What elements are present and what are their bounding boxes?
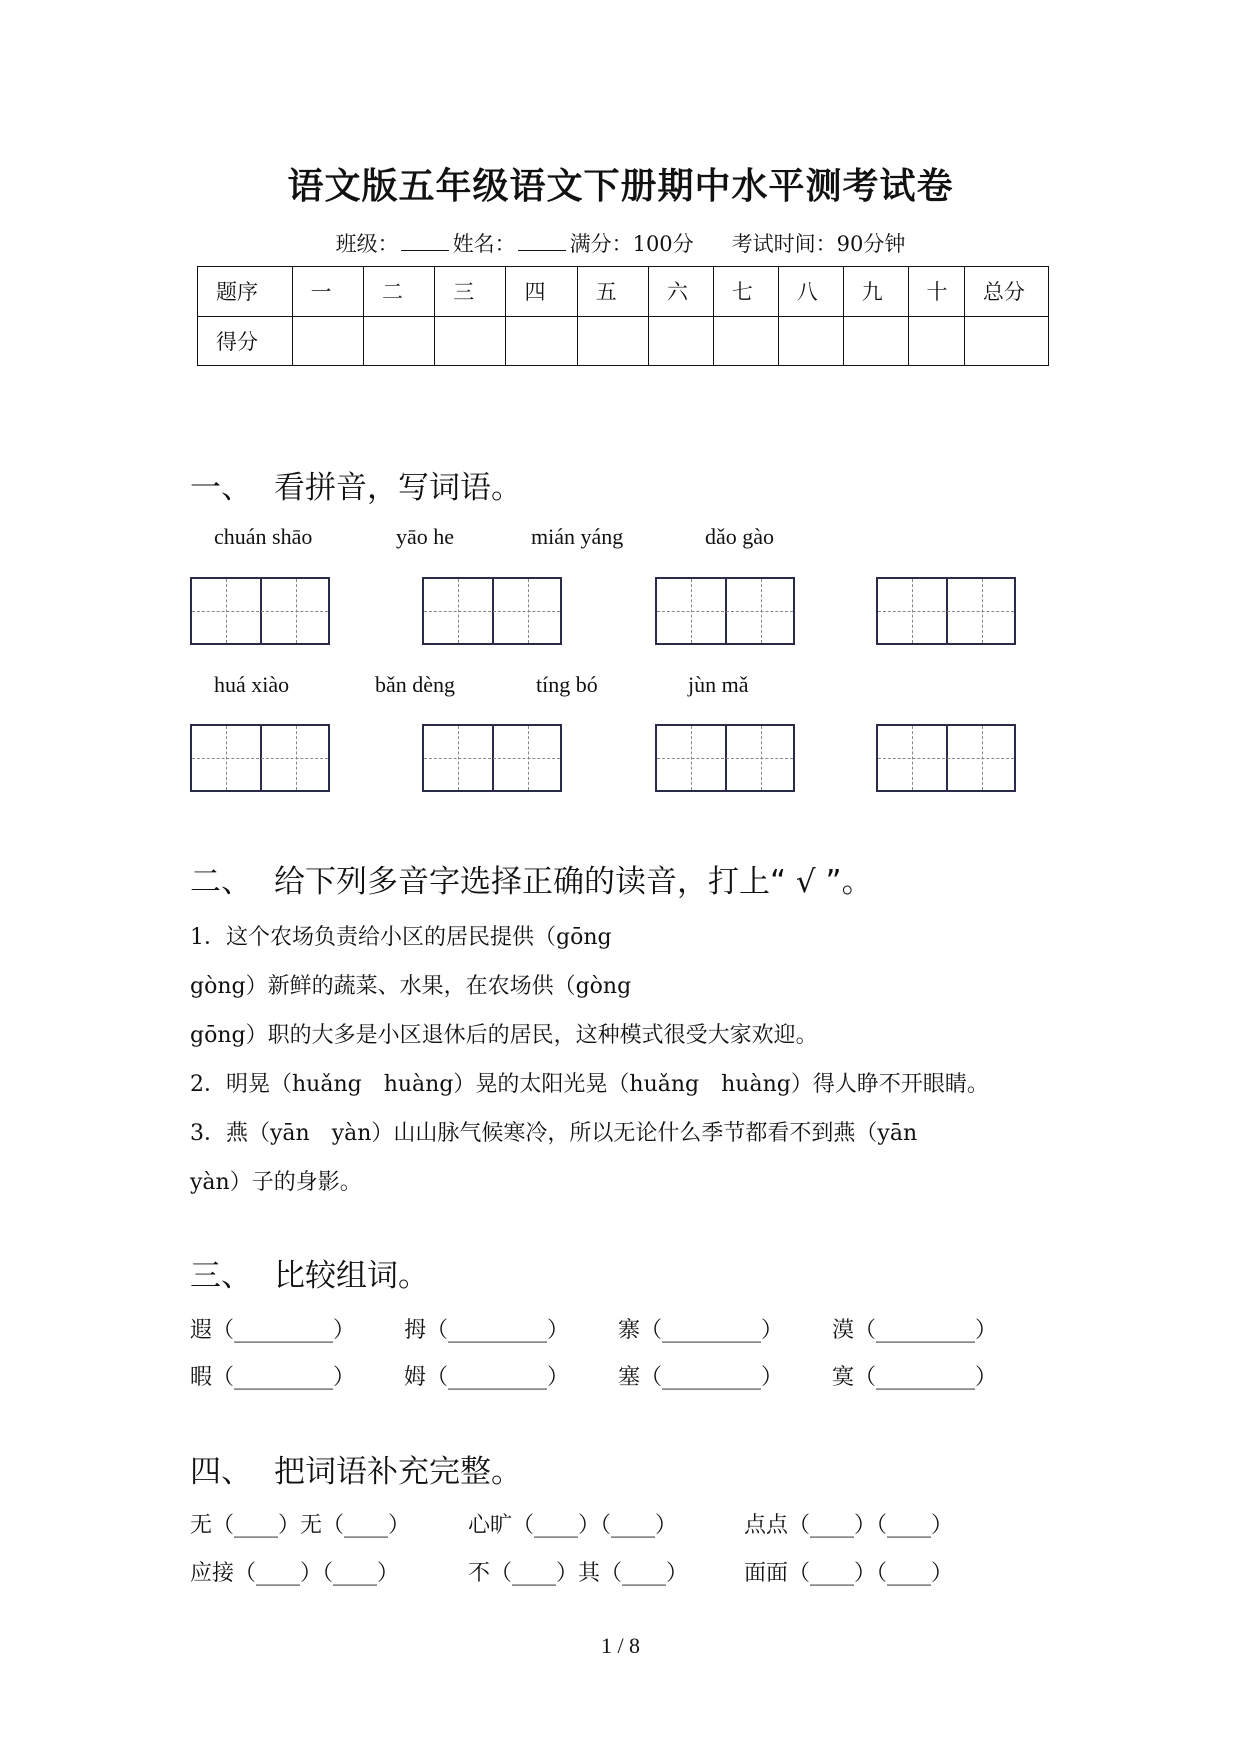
section-3-heading [190,1250,429,1295]
score-cell[interactable] [713,316,778,366]
name-blank[interactable] [518,249,566,251]
pinyin-label: huá xiào [214,672,290,697]
word-item[interactable]: 遐（_________） [190,1318,356,1343]
character-box[interactable] [422,724,562,792]
score-cell[interactable] [435,316,506,366]
word-item[interactable]: 寨（_________） [618,1318,784,1343]
character-box[interactable] [190,577,330,645]
question-line: yàn）子的身影。 [190,1170,362,1195]
score-cell[interactable] [908,316,964,366]
idiom-item[interactable]: 面面（____）（____） [744,1561,954,1586]
page-number: 1 / 8 [600,1633,641,1658]
table-header-cell: 二 [363,267,434,317]
character-box[interactable] [190,724,330,792]
word-item[interactable]: 姆（_________） [404,1365,570,1390]
table-header-cell: 十 [908,267,964,317]
score-table [197,266,1049,366]
pinyin-label: jùn mǎ [688,672,749,697]
score-cell[interactable] [964,316,1048,366]
table-header-cell: 八 [778,267,843,317]
idiom-item[interactable]: 应接（____）（____） [190,1561,400,1586]
score-cell[interactable] [577,316,648,366]
pinyin-label: chuán shāo [214,524,313,549]
word-item[interactable]: 漠（_________） [832,1318,998,1343]
exam-time: 考试时间：90分钟 [731,232,906,256]
pinyin-label: bǎn dèng [375,672,456,697]
section-number: 三、 [190,1258,252,1294]
section-title: 给下列多音字选择正确的读音，打上“ √ ”。 [274,864,873,900]
score-cell[interactable] [506,316,577,366]
pinyin-label: mián yáng [531,524,624,549]
section-title: 把词语补充完整。 [274,1454,522,1490]
character-box[interactable] [655,724,795,792]
section-4-heading [190,1446,522,1491]
score-label-cell: 得分 [198,316,293,366]
character-box[interactable] [876,724,1016,792]
page-title: 语文版五年级语文下册期中水平测考试卷 [287,166,954,207]
word-item[interactable]: 暇（_________） [190,1365,356,1390]
character-box[interactable] [876,577,1016,645]
pinyin-label: yāo he [396,524,455,549]
table-row [198,316,1049,366]
table-row [198,267,1049,317]
class-label: 班级： [335,232,399,256]
section-number: 四、 [190,1454,252,1490]
word-item[interactable]: 拇（_________） [404,1318,570,1343]
table-header-cell: 一 [292,267,363,317]
table-header-cell: 五 [577,267,648,317]
score-cell[interactable] [843,316,908,366]
table-header-cell: 三 [435,267,506,317]
table-header-cell: 六 [649,267,714,317]
word-item[interactable]: 塞（_________） [618,1365,784,1390]
table-header-cell: 九 [843,267,908,317]
section-title: 看拼音，写词语。 [274,470,522,506]
character-box[interactable] [655,577,795,645]
section-number: 二、 [190,864,252,900]
score-cell[interactable] [649,316,714,366]
pinyin-label: dǎo gào [705,524,775,549]
table-header-cell: 题序 [198,267,293,317]
section-number: 一、 [190,470,252,506]
character-box[interactable] [422,577,562,645]
score-cell[interactable] [778,316,843,366]
table-header-cell: 七 [713,267,778,317]
question-line: 3．燕（yān yàn）山山脉气候寒冷，所以无论什么季节都看不到燕（yān [190,1121,918,1146]
name-label: 姓名： [452,232,516,256]
exam-info [0,228,1241,258]
question-line: gòng）新鲜的蔬菜、水果，在农场供（gòng [190,974,632,999]
section-title: 比较组词。 [274,1258,429,1294]
idiom-item[interactable]: 心旷（____）（____） [468,1513,678,1538]
class-blank[interactable] [401,249,449,251]
table-header-cell: 四 [506,267,577,317]
question-line: gōng）职的大多是小区退休后的居民，这种模式很受大家欢迎。 [190,1023,818,1048]
question-line: 2．明晃（huǎng huàng）晃的太阳光晃（huǎng huàng）得人睁不开眼睛。 [190,1072,989,1097]
question-line: 1．这个农场负责给小区的居民提供（gōng [190,925,612,950]
idiom-item[interactable]: 无（____）无（____） [190,1513,411,1538]
section-1-heading [190,462,522,507]
score-cell[interactable] [292,316,363,366]
word-item[interactable]: 寞（_________） [832,1365,998,1390]
pinyin-label: tíng bó [536,672,598,697]
idiom-item[interactable]: 点点（____）（____） [744,1513,954,1538]
section-2-heading [190,856,873,901]
score-cell[interactable] [363,316,434,366]
idiom-item[interactable]: 不（____）其（____） [468,1561,689,1586]
table-header-cell: 总分 [964,267,1048,317]
full-score: 满分：100分 [569,232,694,256]
